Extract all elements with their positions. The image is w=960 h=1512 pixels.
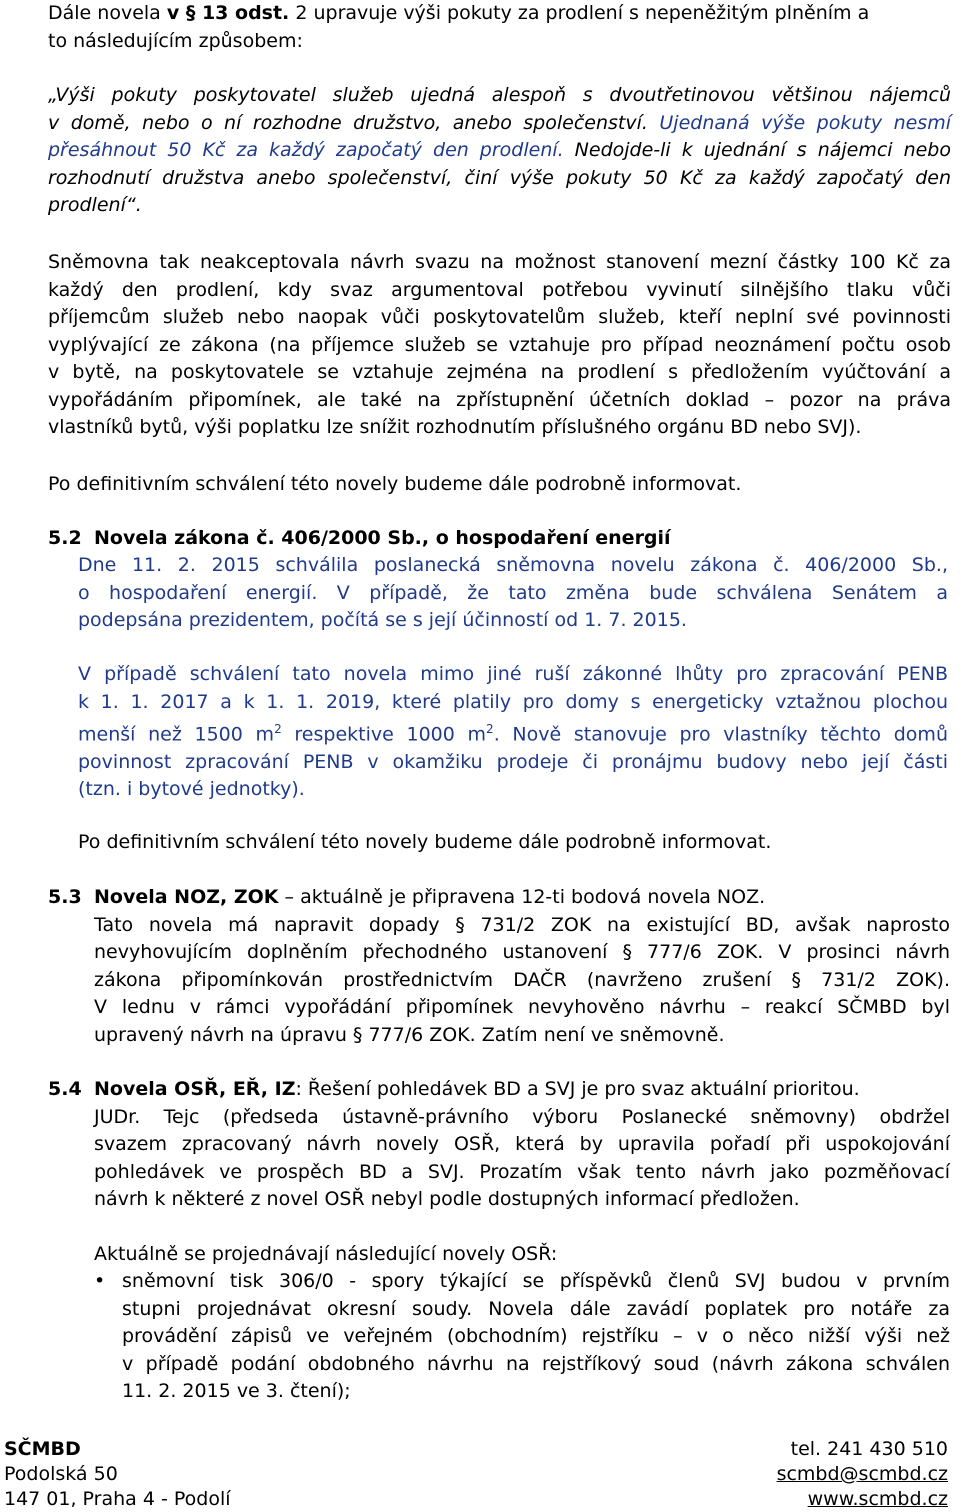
section-title: Novela OSŘ, EŘ, IZ (94, 1078, 296, 1100)
section-number: 5.2 (48, 527, 82, 549)
osr-intro: Aktuálně se projednávají následující novely OSŘ: (94, 1243, 558, 1265)
paragraph-info: Po definitivním schválení této novely budeme dále podrobně informovat. (48, 473, 742, 495)
bullet-item: sněmovní tisk 306/0 - spory týkající se příspěvků členů SVJ budou v prvním stupni projednávat okresní soudy. Novela dále zavádí poplatek pro notáře za provádění zápisů ve veřejném (obchodním) rejstříku – v o něco nižší výši než v případě podání obdobného návrhu na rejstříkový soud (návrh zákona schválen 11. 2. 2015 ve 3. čtení); (122, 1270, 950, 1402)
bullet-icon: • (94, 1270, 106, 1292)
intro-paragraph: Dále novela v § 13 odst. 2 upravuje výši pokuty za prodlení s nepeněžitým plněním a to následujícím způsobem: (48, 2, 870, 52)
section-5-2-paragraph-2: V případě schválení tato novela mimo jiné ruší zákonné lhůty pro zpracování PENB k 1. 1. 2017 a k 1. 1. 2019, které platily pro domy s energeticky vztažnou plochou menší než 1500 $m^2$ respektive 1000 $m^2$. Nově stanovuje pro vlastníky těchto domů povinnost zpracování PENB v okamžiku prodeje či pronájmu budovy nebo její části (tzn. i bytové jednotky). (78, 663, 948, 801)
section-5-2-paragraph-3: Po definitivním schválení této novely budeme dále podrobně informovat. (78, 831, 772, 853)
law-reference: v § 13 odst. (166, 2, 290, 24)
phone: tel. 241 430 510 (790, 1438, 948, 1460)
website-link[interactable]: www.scmbd.cz (807, 1488, 948, 1510)
section-5-2-paragraph-1: Dne 11. 2. 2015 schválila poslanecká sněmovna novelu zákona č. 406/2000 Sb., o hospodaření energií. V případě, že tato změna bude schválena Senátem a podepsána prezidentem, počítá se s její účinností od 1. 7. 2015. (78, 554, 948, 631)
quoted-provision: „Výši pokuty poskytovatel služeb ujedná alespoň s dvoutřetinovou většinou nájemců v domě, nebo o ní rozhodne družstvo, anebo společenství. Ujednaná výše pokuty nesmí přesáhnout 50 Kč za každý započatý den prodlení. Nedojde-li k ujednání s nájemci nebo rozhodnutí družstva anebo společenství, činí výše pokuty 50 Kč za každý započatý den prodlení“. (48, 84, 951, 216)
org-name: SČMBD (4, 1438, 81, 1460)
section-number: 5.4 (48, 1078, 82, 1100)
paragraph-chamber: Sněmovna tak neakceptovala návrh svazu na možnost stanovení mezní částky 100 Kč za každý den prodlení, kdy svaz argumentoval potřebou vyvinutí silnějšího tlaku vůči příjemcům služeb nebo naopak vůči poskytovatelům služeb, kteří neplní své povinnosti vyplývající ze zákona (na příjemce služeb se vztahuje pro případ neoznámení počtu osob v bytě, na poskytovatele se vztahuje zejména na prodlení s předložením vyúčtování a vypořádáním připomínek, ale také na zpřístupnění účetních doklad – pozor na práva vlastníků bytů, výši poplatku lze snížit rozhodnutím příslušného orgánu BD nebo SVJ). (48, 251, 951, 438)
section-5-3-body: Novela NOZ, ZOK – aktuálně je připravena 12-ti bodová novela NOZ. Tato novela má napravit dopady § 731/2 ZOK na existující BD, avšak naprosto nevyhovujícím doplněním přechodného ustanovení § 777/6 ZOK. V prosinci návrh zákona připomínkován prostřednictvím DAČR (navrženo zrušení § 731/2 ZOK). V lednu v rámci vypořádání připomínek nevyhověno návrhu – reakcí SČMBD byl upravený návrh na úpravu § 777/6 ZOK. Zatím není ve sněmovně. (94, 886, 950, 1046)
section-number: 5.3 (48, 886, 82, 908)
section-title: Novela NOZ, ZOK (94, 886, 279, 908)
email-link[interactable]: scmbd@scmbd.cz (776, 1463, 948, 1485)
section-title: Novela zákona č. 406/2000 Sb., o hospodaření energií (94, 527, 671, 549)
section-5-4-body: Novela OSŘ, EŘ, IZ: Řešení pohledávek BD a SVJ je pro svaz aktuální prioritou. JUDr. Tejc (předseda ústavně-právního výboru Poslanecké sněmovny) obdržel svazem zpracovaný návrh novely OSŘ, která by upravila pořadí při uspokojování pohledávek ve prospěch BD a SVJ. Prozatím však tento návrh jako pozměňovací návrh k některé z novel OSŘ nebyl podle dostupných informací předložen. (94, 1078, 950, 1210)
footer-contact (777, 1437, 948, 1512)
footer-address: SČMBD Podolská 50 147 01, Praha 4 - Podolí (4, 1438, 231, 1510)
